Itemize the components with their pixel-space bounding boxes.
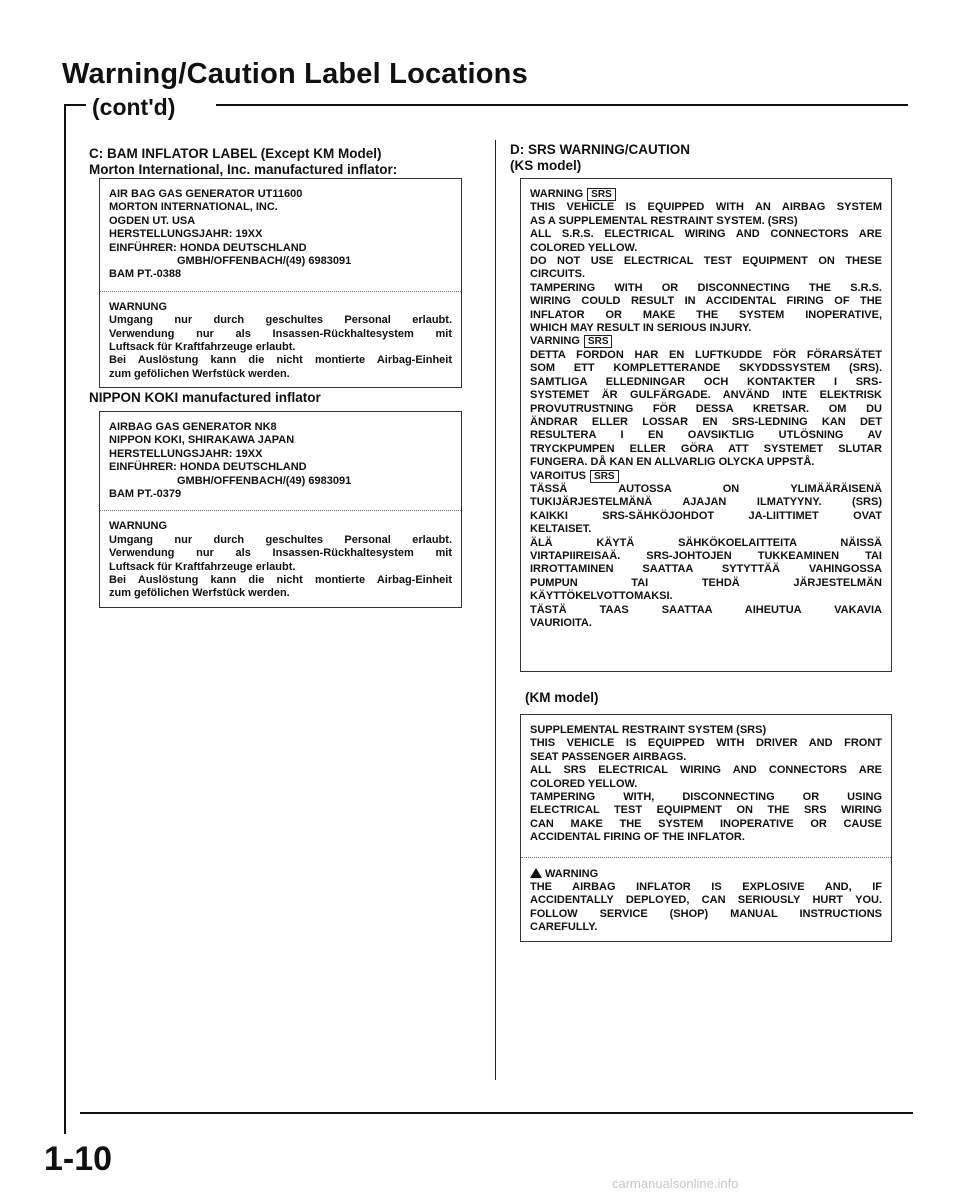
label-line: KELTAISET. — [530, 523, 592, 536]
warnung-title: WARNUNG — [109, 520, 168, 533]
label-line: ELECTRICAL TEST EQUIPMENT ON THE SRS WIRING — [530, 804, 882, 817]
label-line: FUNGERA. DÅ KAN EN ALLVARLIG OLYCKA UPPSTÅ. — [530, 456, 815, 469]
section-d-subtitle: (KS model) — [510, 158, 582, 173]
warning-line — [530, 188, 882, 201]
warnung-line: Bei Auslöstung kann die nicht montierte Airbag-Einheit — [109, 354, 452, 367]
label-line: PROVUTRUSTNING FÖR DESSA KRETSAR. OM DU — [530, 402, 882, 415]
srs-badge: SRS — [584, 335, 613, 348]
label-line: NIPPON KOKI, SHIRAKAWA JAPAN — [109, 434, 295, 447]
varning-word: VARNING — [530, 335, 580, 348]
label-line: CAREFULLY. — [530, 921, 598, 934]
dotted-separator — [100, 510, 461, 511]
section-c-heading — [89, 146, 469, 178]
section-d-title: D: SRS WARNING/CAUTION — [510, 142, 690, 157]
label-line: AIR BAG GAS GENERATOR UT11600 — [109, 188, 303, 200]
label-line: SUPPLEMENTAL RESTRAINT SYSTEM (SRS) — [530, 724, 767, 736]
section-d-heading — [510, 142, 890, 174]
label-line: TAMPERING WITH, DISCONNECTING OR USING — [530, 791, 882, 804]
label-line: TAMPERING WITH OR DISCONNECTING THE S.R.S. — [530, 281, 882, 294]
dotted-separator — [100, 291, 461, 292]
label-line: WIRING COULD RESULT IN ACCIDENTAL FIRING OF THE — [530, 295, 882, 308]
km-srs-label — [520, 714, 892, 942]
warning-line — [530, 868, 882, 881]
label-line: ÄLÄ KÄYTÄ SÄHKÖKOELAITTEITA NÄISSÄ — [530, 536, 882, 549]
label-line: WHICH MAY RESULT IN SERIOUS INJURY. — [530, 322, 752, 335]
srs-badge: SRS — [587, 188, 616, 201]
label-line: KÄYTTÖKELVOTTOMAKSI. — [530, 590, 673, 603]
label-line: THIS VEHICLE IS EQUIPPED WITH DRIVER AND FRONT — [530, 737, 882, 750]
warnung-line: Verwendung nur als Insassen-Rückhaltesystem mit — [109, 547, 452, 560]
label-line: VAURIOITA. — [530, 617, 592, 629]
label-line: ACCIDENTAL FIRING OF THE INFLATOR. — [530, 831, 745, 844]
label-line: DETTA FORDON HAR EN LUFTKUDDE FÖR FÖRARSÄTET — [530, 348, 882, 361]
ks-srs-label — [520, 178, 892, 672]
warnung-line: Luftsack für Kraftfahrzeuge erlaubt. — [109, 560, 296, 573]
label-line: HERSTELLUNGSJAHR: 19XX — [109, 447, 263, 460]
part-number: BAM PT.-0388 — [109, 268, 182, 281]
warnung-line: Verwendung nur als Insassen-Rückhaltesystem mit — [109, 327, 452, 340]
nippon-inflator-label — [99, 411, 462, 608]
warnung-line: Umgang nur durch geschultes Personal erlaubt. — [109, 533, 452, 546]
label-line: PUMPUN TAI TEHDÄ JÄRJESTELMÄN — [530, 576, 882, 589]
page-subtitle: (cont'd) — [92, 94, 176, 120]
label-line: VIRTAPIIREISAÄ. SRS-JOHTOJEN TUKKEAMINEN TAI — [530, 549, 882, 562]
warnung-line: zum gefölichen Werfstück werden. — [109, 587, 290, 600]
label-line: FOLLOW SERVICE (SHOP) MANUAL INSTRUCTIONS — [530, 907, 882, 920]
label-line: SEAT PASSENGER AIRBAGS. — [530, 750, 687, 763]
warning-triangle-icon — [530, 868, 542, 878]
label-line: KAIKKI SRS-SÄHKÖJOHDOT JA-LIITTIMET OVAT — [530, 509, 882, 522]
warning-word: WARNING — [545, 867, 599, 880]
label-line: TUKIJÄRJESTELMÄNÄ AJAJAN ILMATYYNY. (SRS) — [530, 496, 882, 509]
label-line-indented: GMBH/OFFENBACH/(49) 6983091 — [177, 474, 352, 487]
footer-rule — [80, 1112, 913, 1114]
label-line: TRYCKPUMPEN ELLER GÖRA ATT SYSTEMET SLUTAR — [530, 442, 882, 455]
label-line: THIS VEHICLE IS EQUIPPED WITH AN AIRBAG SYSTEM — [530, 201, 882, 214]
label-line-indented: GMBH/OFFENBACH/(49) 6983091 — [177, 255, 352, 268]
label-line: SAMTLIGA ELLEDNINGAR OCH KONTAKTER I SRS- — [530, 375, 882, 388]
dotted-separator — [521, 857, 891, 858]
label-line: TÄSSÄ AUTOSSA ON YLIMÄÄRÄISENÄ — [530, 482, 882, 495]
label-line: HERSTELLUNGSJAHR: 19XX — [109, 228, 263, 241]
label-line: ALL S.R.S. ELECTRICAL WIRING AND CONNECTORS ARE — [530, 228, 882, 241]
left-margin-rule — [64, 104, 66, 1134]
label-line: RESULTERA I EN OAVSIKTLIG UTLÖSNING AV — [530, 429, 882, 442]
label-line: CAN MAKE THE SYSTEM INOPERATIVE OR CAUSE — [530, 817, 882, 830]
label-line: SOM ETT KOMPLETTERANDE SKYDDSSYSTEM (SRS). — [530, 362, 882, 375]
label-line: DO NOT USE ELECTRICAL TEST EQUIPMENT ON THESE — [530, 255, 882, 268]
source-watermark: carmanualsonline.info — [612, 1176, 739, 1191]
header-rule — [216, 104, 908, 106]
label-line: ÄNDRAR ELLER LOSSAR EN SRS-LEDNING KAN DET — [530, 415, 882, 428]
warnung-line: Luftsack für Kraftfahrzeuge erlaubt. — [109, 341, 296, 354]
label-line: SYSTEMET ÄR GULFÄRGADE. ANVÄND INTE ELEKTRISK — [530, 389, 882, 402]
label-line: IRROTTAMINEN SAATTAA SYTYTTÄÄ VAHINGOSSA — [530, 563, 882, 576]
warnung-title: WARNUNG — [109, 300, 168, 313]
varoitus-line — [530, 470, 882, 483]
label-line: AS A SUPPLEMENTAL RESTRAINT SYSTEM. (SRS) — [530, 214, 798, 227]
warning-word: WARNING — [530, 188, 584, 200]
varoitus-word: VAROITUS — [530, 469, 587, 482]
label-line: ALL SRS ELECTRICAL WIRING AND CONNECTORS ARE — [530, 764, 882, 777]
page-title: Warning/Caution Label Locations — [62, 58, 528, 90]
page-number: 1-10 — [44, 1140, 113, 1178]
varning-line — [530, 335, 882, 348]
warnung-line: zum gefölichen Werfstück werden. — [109, 367, 290, 380]
section-c-subtitle: Morton International, Inc. manufactured inflator: — [89, 162, 398, 177]
km-heading: (KM model) — [525, 690, 599, 705]
warnung-line: Bei Auslöstung kann die nicht montierte Airbag-Einheit — [109, 574, 452, 587]
label-line: OGDEN UT. USA — [109, 214, 196, 227]
column-divider — [495, 140, 496, 1080]
label-line: AIRBAG GAS GENERATOR NK8 — [109, 421, 277, 433]
section-c-title: C: BAM INFLATOR LABEL (Except KM Model) — [89, 146, 382, 161]
part-number: BAM PT.-0379 — [109, 488, 182, 501]
label-line: EINFÜHRER: HONDA DEUTSCHLAND — [109, 461, 307, 474]
label-line: MORTON INTERNATIONAL, INC. — [109, 201, 278, 214]
label-line: EINFÜHRER: HONDA DEUTSCHLAND — [109, 241, 307, 254]
nippon-heading: NIPPON KOKI manufactured inflator — [89, 390, 321, 405]
label-line: ACCIDENTALLY DEPLOYED, CAN SERIOUSLY HURT YOU. — [530, 894, 882, 907]
label-line: INFLATOR OR MAKE THE SYSTEM INOPERATIVE, — [530, 308, 882, 321]
warnung-line: Umgang nur durch geschultes Personal erlaubt. — [109, 314, 452, 327]
label-line: COLORED YELLOW. — [530, 241, 638, 254]
label-line: CIRCUITS. — [530, 268, 585, 281]
morton-inflator-label — [99, 178, 462, 388]
label-line: TÄSTÄ TAAS SAATTAA AIHEUTUA VAKAVIA — [530, 603, 882, 616]
srs-badge: SRS — [590, 470, 619, 483]
label-line: COLORED YELLOW. — [530, 777, 638, 790]
section-bracket — [64, 104, 86, 136]
label-line: THE AIRBAG INFLATOR IS EXPLOSIVE AND, IF — [530, 881, 882, 894]
